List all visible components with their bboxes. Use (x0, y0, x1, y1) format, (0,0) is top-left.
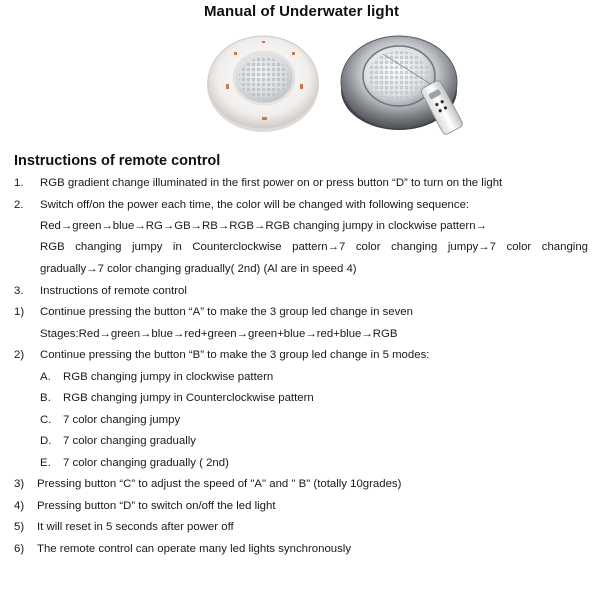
item-text: RGB changing jumpy in clockwise pattern (63, 371, 274, 383)
item-text: Instructions of remote control (40, 285, 187, 297)
item-text: RGB changing jumpy in Counterclockwise pattern (63, 392, 314, 404)
list-item-continuation: RGB changing jumpy in Counterclockwise pattern→7 color changing jumpy→7 color changing (40, 241, 588, 253)
item-text: Pressing button “D” to switch on/off the led light (37, 500, 276, 512)
list-item-continuation: Red→green→blue→RG→GB→RB→RGB→RGB changing jumpy in clockwise pattern→ (40, 220, 487, 232)
item-letter: B. (40, 392, 51, 404)
page-title: Manual of Underwater light (203, 3, 400, 20)
item-letter: E. (40, 457, 51, 469)
item-number: 3. (14, 285, 24, 297)
item-text: The remote control can operate many led lights synchronously (37, 543, 352, 555)
item-number: 2. (14, 199, 24, 211)
item-number: 4) (14, 500, 25, 512)
item-letter: D. (40, 435, 52, 447)
stainless-underwater-light-with-remote (339, 30, 469, 138)
section-heading: Instructions of remote control (14, 153, 221, 169)
item-text: 7 color changing gradually (63, 435, 196, 447)
item-number: 2) (14, 349, 25, 361)
list-item-continuation: gradually→7 color changing gradually( 2nd) (Al are in speed 4) (40, 263, 357, 275)
item-number: 5) (14, 521, 25, 533)
item-text: 7 color changing gradually ( 2nd) (63, 457, 229, 469)
item-text: Pressing button “C” to adjust the speed of "A" and " B" (totally 10grades) (37, 478, 402, 490)
list-item-continuation: Stages:Red→green→blue→red+green→green+blue→red+blue→RGB (40, 328, 398, 340)
item-letter: A. (40, 371, 51, 383)
product-photos (0, 28, 603, 140)
white-flush-mount-underwater-light (206, 32, 320, 134)
item-number: 6) (14, 543, 25, 555)
item-number: 3) (14, 478, 25, 490)
item-text: It will reset in 5 seconds after power off (37, 521, 234, 533)
item-letter: C. (40, 414, 52, 426)
item-text: Continue pressing the button “A” to make the 3 group led change in seven (40, 306, 413, 318)
item-text: Switch off/on the power each time, the color will be changed with following sequence: (40, 199, 470, 211)
item-text: 7 color changing jumpy (63, 414, 181, 426)
item-text: Continue pressing the button “B” to make the 3 group led change in 5 modes: (40, 349, 430, 361)
item-text: RGB gradient change illuminated in the first power on or press button “D” to turn on the light (40, 177, 503, 189)
item-number: 1. (14, 177, 24, 189)
item-number: 1) (14, 306, 25, 318)
